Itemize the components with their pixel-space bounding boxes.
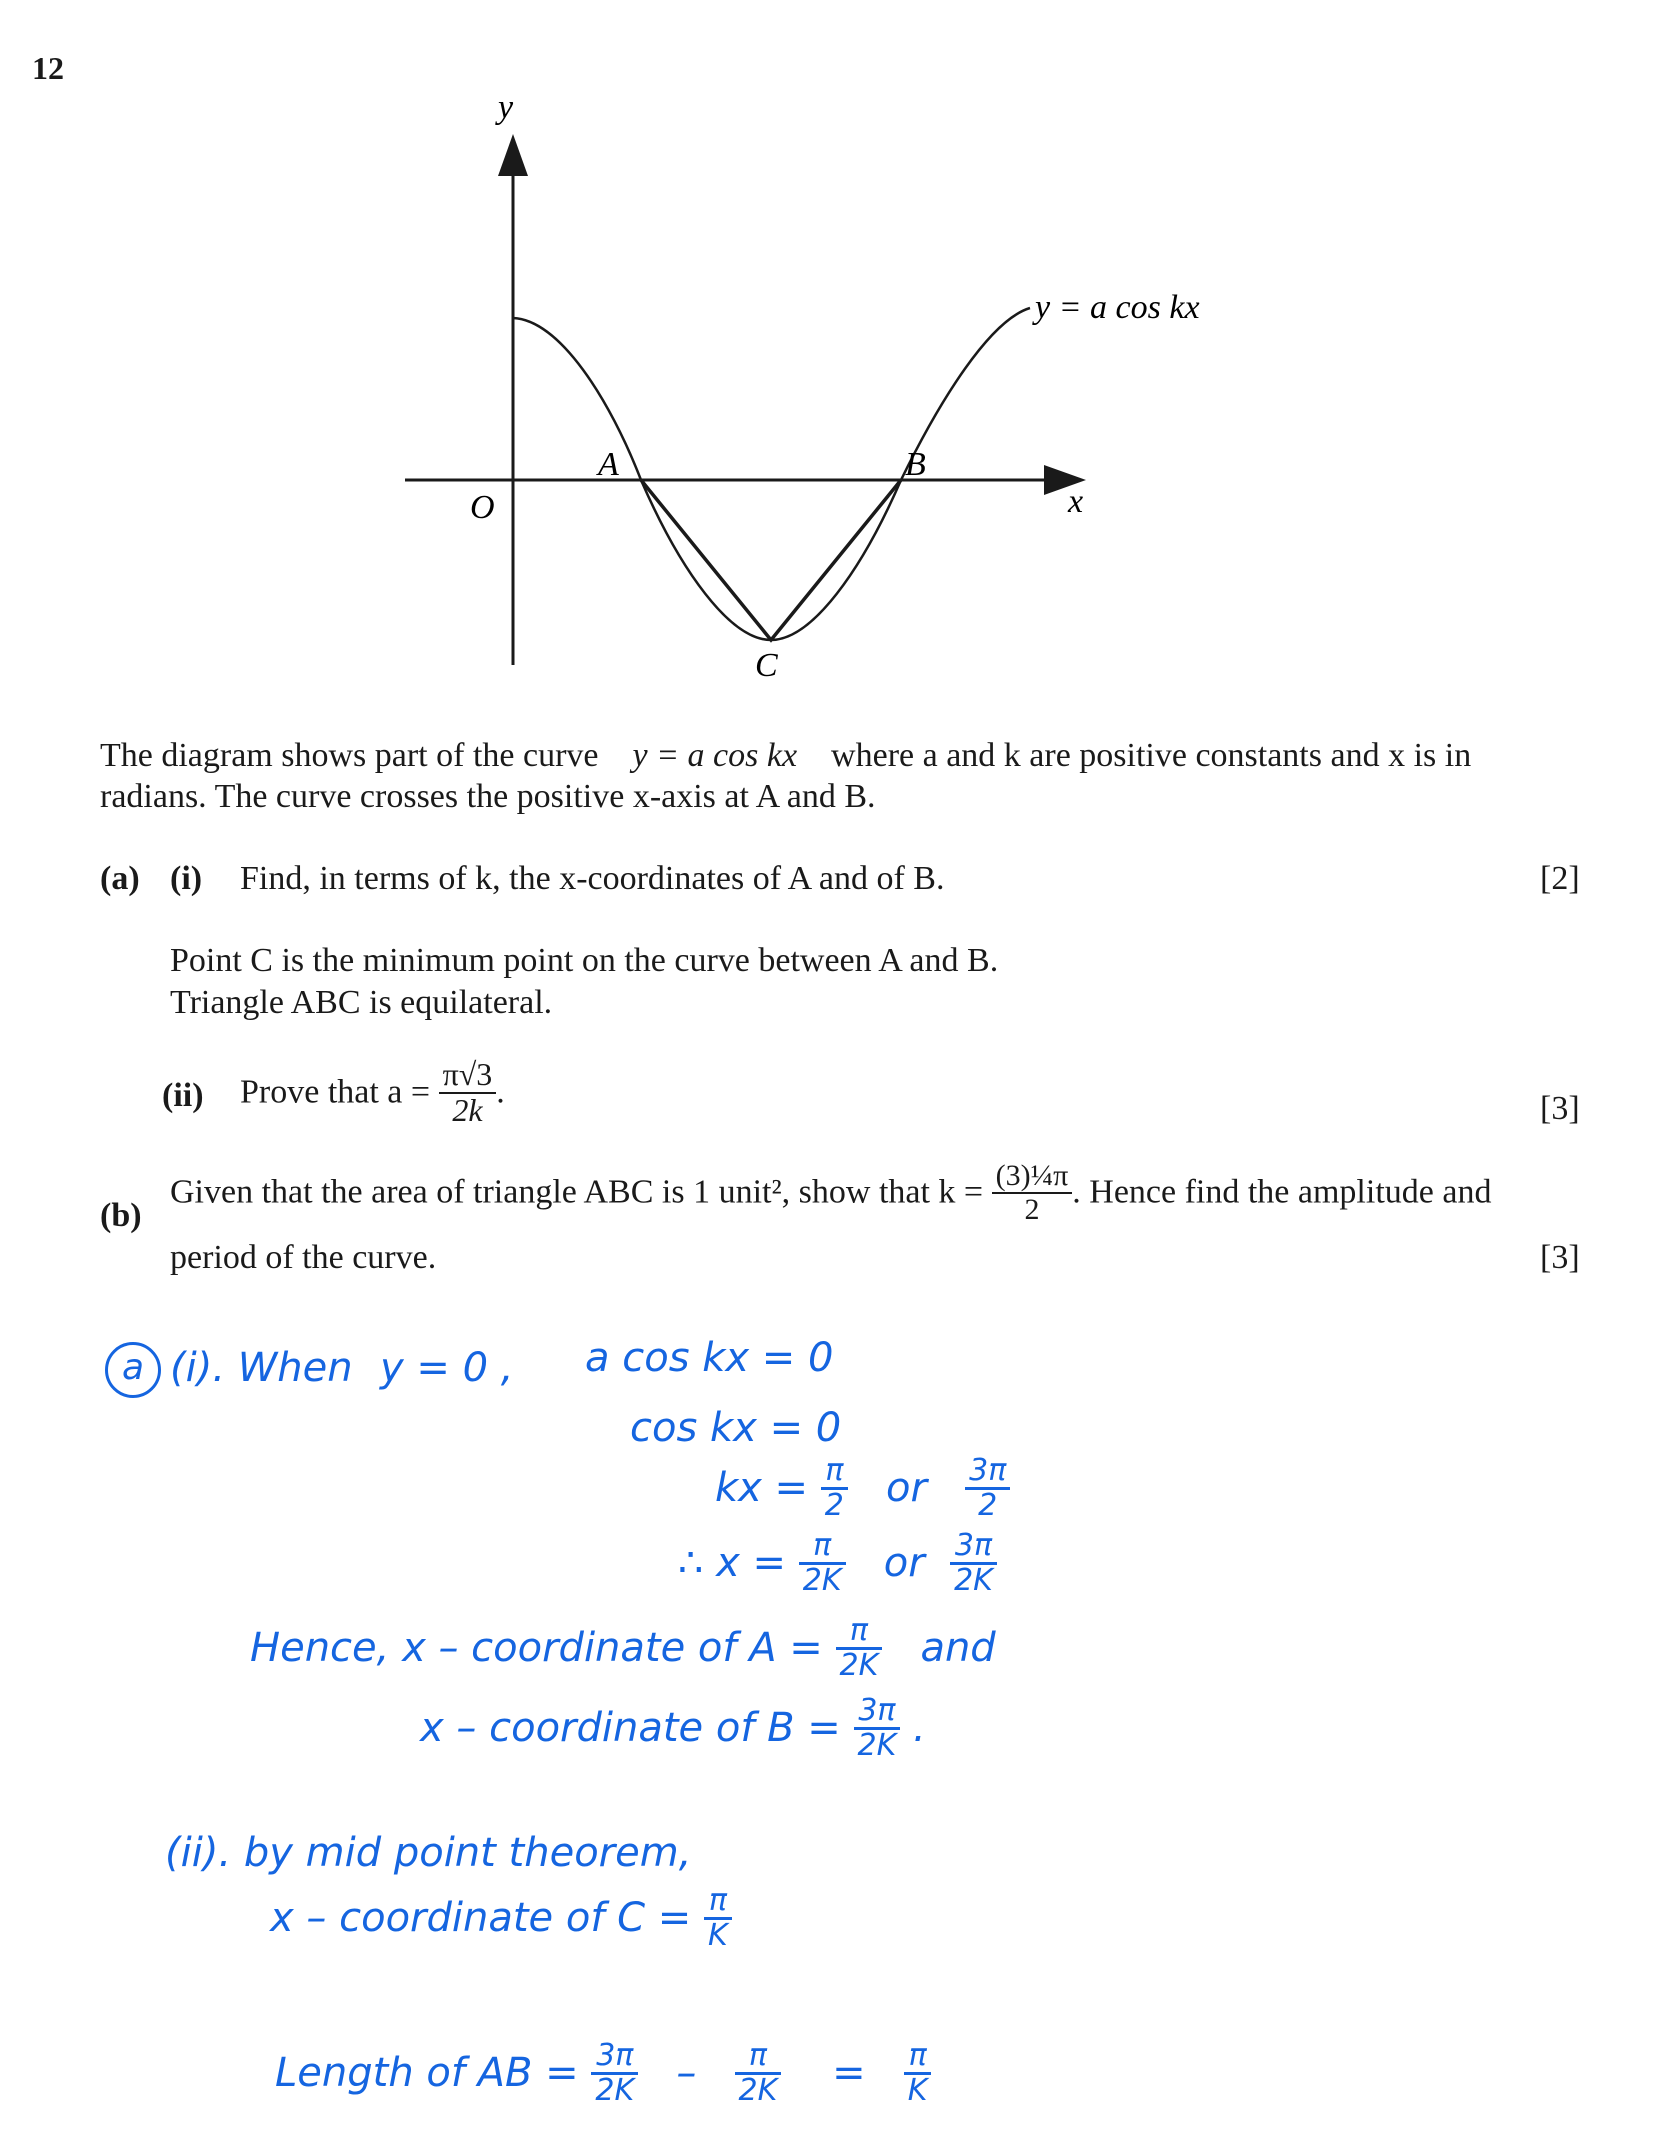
- answer-hence-a: Hence, x – coordinate of A = $\frac{\pi}{2K}$ and: [250, 1613, 996, 1683]
- part-a-ii-fraction: $\frac{\pi√3}{2k}$: [439, 1058, 497, 1127]
- cosine-curve: [513, 308, 1030, 640]
- answer-eq-2: cos kx = 0: [630, 1405, 842, 1451]
- answer-eq-1: a cos kx = 0: [585, 1335, 834, 1381]
- answer-circle-a: a: [105, 1342, 161, 1398]
- part-a-i-marks: [2]: [1540, 860, 1580, 897]
- part-a-ii-statement: Prove that a = $\frac{\pi√3}{2k}$ .: [240, 1056, 505, 1128]
- part-a-i-text: Find, in terms of k, the x-coordinates of A and of B.: [240, 860, 945, 897]
- answer-ii-line-2: x – coordinate of C = $\frac{\pi}{K}$: [270, 1885, 732, 1951]
- part-b-marks: [3]: [1540, 1239, 1580, 1276]
- part-a-info-1: Point C is the minimum point on the curve between A and B.: [170, 942, 999, 979]
- origin-label: O: [470, 489, 495, 526]
- part-a-info-2: Triangle ABC is equilateral.: [170, 984, 553, 1021]
- part-a-label: (a): [100, 860, 140, 897]
- part-b-statement: Given that the area of triangle ABC is 1 unit², show that k = $\frac{\text{(3)¼π}}{2}$ . Hence find the amplitude and: [170, 1159, 1492, 1226]
- answer-eq-4: ∴ x = $\frac{\pi}{2K}$ or $\frac{3\pi}{2K}$: [678, 1530, 997, 1596]
- answer-length-ab: Length of AB = $\frac{3\pi}{2K}$ – $\frac{\pi}{2K}$ = $\frac{\pi}{K}$: [275, 2040, 931, 2106]
- part-a-i-label: (i): [170, 860, 203, 897]
- triangle-abc: [641, 480, 901, 640]
- point-c-label: C: [755, 647, 778, 684]
- intro-line-2: radians. The curve crosses the positive x-axis at A and B.: [100, 778, 876, 815]
- answer-condition: y = 0 ,: [380, 1345, 514, 1391]
- part-b-label: (b): [100, 1197, 142, 1234]
- part-a-ii-label: (ii): [162, 1077, 204, 1114]
- point-b-label: B: [905, 446, 926, 483]
- curve-label: y = a cos kx: [1035, 289, 1200, 326]
- answer-ii-line-1: (ii). by mid point theorem,: [165, 1830, 692, 1876]
- cosine-diagram: [0, 0, 1654, 700]
- answer-eq-3: kx = $\frac{\pi}{2}$ or $\frac{3\pi}{2}$: [715, 1455, 1010, 1521]
- y-axis-label: y: [498, 89, 514, 126]
- part-a-ii-marks: [3]: [1540, 1090, 1580, 1127]
- answer-hence-b: x – coordinate of B = $\frac{3\pi}{2K}$ .: [420, 1693, 926, 1763]
- intro-line-1: The diagram shows part of the curve y = a cos kx where a and k are positive constants and x is in: [100, 737, 1472, 774]
- x-axis-label: x: [1068, 483, 1084, 520]
- point-a-label: A: [598, 446, 619, 483]
- answer-when: (i). When: [170, 1345, 353, 1391]
- question-number: 12: [32, 50, 64, 86]
- part-b-line-2: period of the curve.: [170, 1239, 437, 1276]
- part-b-fraction: $\frac{\text{(3)¼π}}{2}$: [992, 1160, 1073, 1225]
